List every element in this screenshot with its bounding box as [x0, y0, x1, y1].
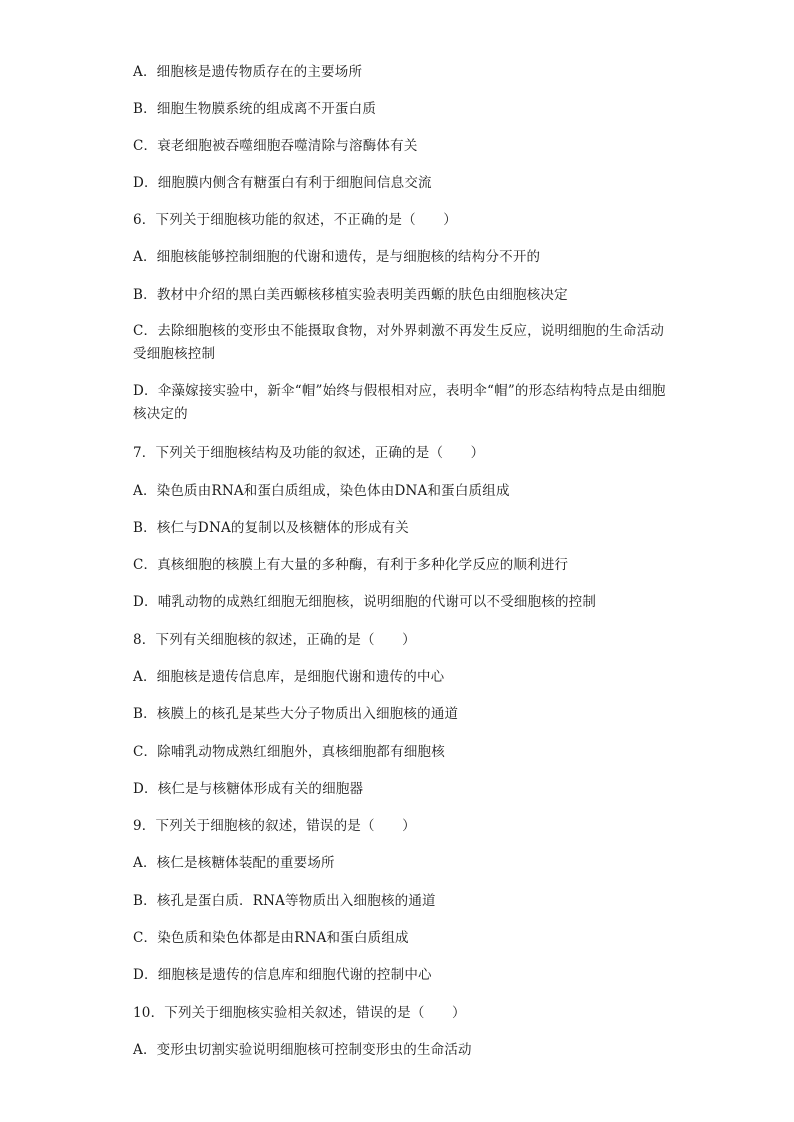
option-c-q8: C．除哺乳动物成熟红细胞外，真核细胞都有细胞核 — [133, 744, 445, 760]
option-c-q9: C．染色质和染色体都是由RNA和蛋白质组成 — [133, 930, 409, 946]
question-10: 10．下列关于细胞核实验相关叙述，错误的是（ ） — [133, 1005, 466, 1021]
question-9: 9．下列关于细胞核的叙述，错误的是（ ） — [133, 818, 416, 834]
question-7: 7．下列关于细胞核结构及功能的叙述，正确的是（ ） — [133, 445, 485, 461]
option-a-q8: A．细胞核是遗传信息库，是细胞代谢和遗传的中心 — [133, 669, 445, 685]
option-b-q6: B．教材中介绍的黑白美西螈核移植实验表明美西螈的肤色由细胞核决定 — [133, 287, 568, 303]
option-a-q10: A．变形虫切割实验说明细胞核可控制变形虫的生命活动 — [133, 1042, 472, 1058]
option-b-q9: B．核孔是蛋白质．RNA等物质出入细胞核的通道 — [133, 893, 436, 909]
option-c-q7: C．真核细胞的核膜上有大量的多种酶，有利于多种化学反应的顺利进行 — [133, 557, 569, 573]
question-6: 6．下列关于细胞核功能的叙述，不正确的是（ ） — [133, 212, 457, 228]
option-b-q8: B．核膜上的核孔是某些大分子物质出入细胞核的通道 — [133, 706, 459, 722]
option-a-q5: A．细胞核是遗传物质存在的主要场所 — [133, 64, 363, 80]
option-b-q5: B．细胞生物膜系统的组成离不开蛋白质 — [133, 101, 377, 117]
option-d-q9: D．细胞核是遗传的信息库和细胞代谢的控制中心 — [133, 967, 432, 983]
option-a-q7: A．染色质由RNA和蛋白质组成，染色体由DNA和蛋白质组成 — [133, 483, 510, 499]
option-d-q5: D．细胞膜内侧含有糖蛋白有利于细胞间信息交流 — [133, 175, 432, 191]
option-d-q8: D．核仁是与核糖体形成有关的细胞器 — [133, 781, 364, 797]
option-b-q7: B．核仁与DNA的复制以及核糖体的形成有关 — [133, 520, 410, 536]
option-d-q6: D．伞藻嫁接实验中，新伞“帽”始终与假根相对应，表明伞“帽”的形态结构特点是由细胞核决定的 — [133, 383, 666, 422]
option-c-q5: C．衰老细胞被吞噬细胞吞噬清除与溶酶体有关 — [133, 138, 418, 154]
question-8: 8．下列有关细胞核的叙述，正确的是（ ） — [133, 632, 416, 648]
option-a-q6: A．细胞核能够控制细胞的代谢和遗传，是与细胞核的结构分不开的 — [133, 249, 541, 265]
option-c-q6: C．去除细胞核的变形虫不能摄取食物，对外界刺激不再发生反应，说明细胞的生命活动受细胞核控制 — [133, 323, 665, 362]
option-d-q7: D．哺乳动物的成熟红细胞无细胞核，说明细胞的代谢可以不受细胞核的控制 — [133, 594, 597, 610]
option-a-q9: A．核仁是核糖体装配的重要场所 — [133, 855, 335, 871]
